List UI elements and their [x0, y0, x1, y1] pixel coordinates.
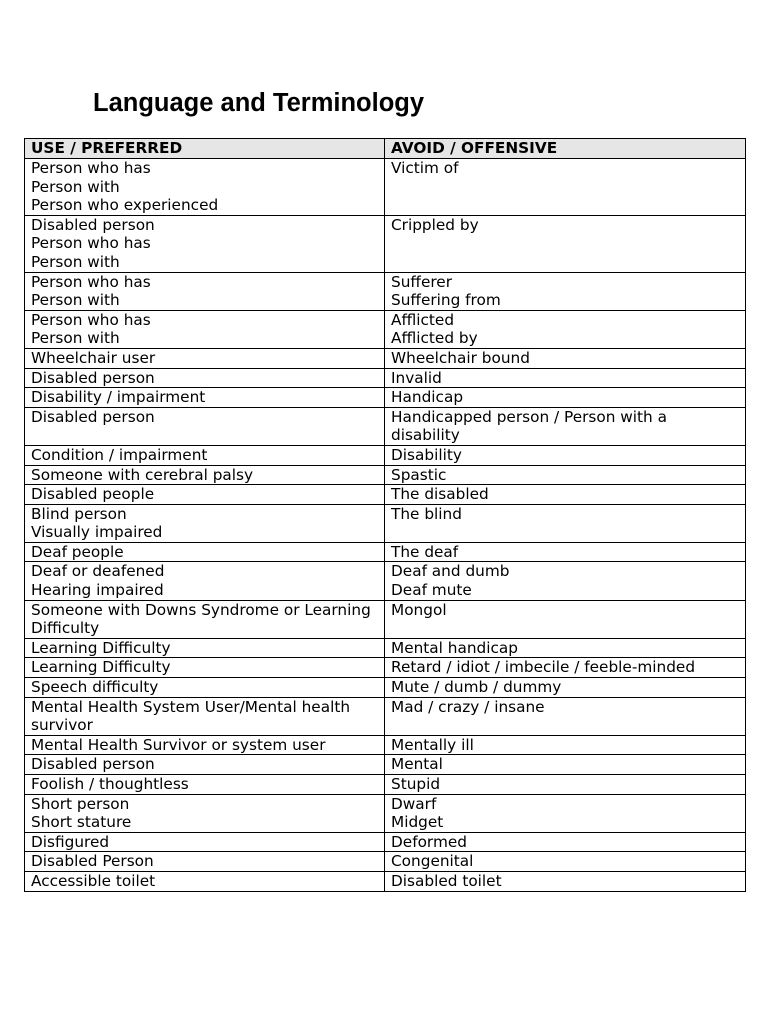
preferred-term: Accessible toilet	[31, 871, 156, 890]
table-row	[25, 542, 746, 562]
table-row	[25, 852, 746, 872]
offensive-term: Victim of	[391, 159, 459, 177]
table-row	[25, 794, 746, 832]
table-row	[25, 871, 746, 891]
preferred-term-cell	[25, 485, 385, 505]
offensive-term: Deaf mute	[391, 581, 472, 600]
table-row	[25, 832, 746, 852]
preferred-term-cell	[25, 638, 385, 658]
offensive-term-cell	[385, 215, 746, 272]
preferred-term: Disabled person	[31, 755, 155, 774]
offensive-term: The deaf	[391, 542, 459, 561]
preferred-term: Blind person	[31, 504, 127, 523]
offensive-term: Afflicted by	[391, 329, 478, 348]
table-row	[25, 348, 746, 368]
preferred-term: Person with	[31, 252, 120, 271]
table-row	[25, 638, 746, 658]
offensive-term-cell	[385, 465, 746, 485]
header-avoid-offensive: AVOID / OFFENSIVE	[385, 139, 746, 159]
offensive-term: Deaf and dumb	[391, 562, 510, 581]
offensive-term-cell	[385, 407, 746, 445]
preferred-term: Disabled Person	[31, 852, 154, 871]
preferred-term-cell	[25, 735, 385, 755]
offensive-term-cell	[385, 755, 746, 775]
preferred-term: Person who has	[31, 272, 151, 291]
terminology-table	[24, 138, 746, 892]
preferred-term-cell	[25, 562, 385, 600]
preferred-term: Person with	[31, 177, 120, 196]
preferred-term: Person who has	[31, 234, 151, 253]
table-row	[25, 562, 746, 600]
preferred-term-cell	[25, 159, 385, 216]
offensive-term-cell	[385, 348, 746, 368]
preferred-term-cell	[25, 272, 385, 310]
offensive-term-cell	[385, 504, 746, 542]
offensive-term-cell	[385, 368, 746, 388]
preferred-term: Deaf people	[31, 542, 124, 561]
preferred-term: Disabled person	[31, 368, 155, 387]
page-title: Language and Terminology	[93, 89, 425, 117]
offensive-term: Mental	[391, 755, 443, 774]
preferred-term-cell	[25, 445, 385, 465]
offensive-term: Disability	[391, 445, 462, 464]
table-row	[25, 755, 746, 775]
offensive-term-cell	[385, 485, 746, 505]
preferred-term: Disfigured	[31, 832, 110, 851]
offensive-term: Mute / dumb / dummy	[391, 678, 562, 697]
table-row	[25, 735, 746, 755]
offensive-term: Sufferer	[391, 272, 453, 291]
offensive-term-cell	[385, 638, 746, 658]
offensive-term: Midget	[391, 813, 444, 832]
table-header	[25, 139, 746, 159]
offensive-term: Dwarf	[391, 794, 437, 813]
preferred-term-cell	[25, 504, 385, 542]
table-row	[25, 215, 746, 272]
preferred-term: Person with	[31, 329, 120, 348]
table-row	[25, 388, 746, 408]
table-row	[25, 485, 746, 505]
preferred-term: Mental Health Survivor or system user	[31, 735, 326, 754]
table-row	[25, 368, 746, 388]
table-body	[25, 159, 746, 892]
offensive-term-cell	[385, 600, 746, 638]
preferred-term-cell	[25, 368, 385, 388]
offensive-term-cell	[385, 678, 746, 698]
preferred-term: Person with	[31, 291, 120, 310]
offensive-term-cell	[385, 775, 746, 795]
preferred-term-cell	[25, 407, 385, 445]
offensive-term: Handicapped person / Person with a disability	[391, 407, 667, 445]
offensive-term-cell	[385, 272, 746, 310]
offensive-term-cell	[385, 159, 746, 216]
offensive-term-cell	[385, 445, 746, 465]
preferred-term-cell	[25, 697, 385, 735]
preferred-term-cell	[25, 678, 385, 698]
preferred-term: Foolish / thoughtless	[31, 775, 189, 793]
preferred-term: Person who experienced	[31, 196, 219, 215]
offensive-term: Stupid	[391, 775, 441, 793]
preferred-term-cell	[25, 215, 385, 272]
offensive-term: The blind	[391, 504, 462, 523]
offensive-term: Congenital	[391, 852, 474, 871]
table-row	[25, 600, 746, 638]
preferred-term-cell	[25, 794, 385, 832]
preferred-term: Person who has	[31, 159, 151, 177]
table-row	[25, 697, 746, 735]
preferred-term: Short stature	[31, 813, 132, 832]
preferred-term-cell	[25, 600, 385, 638]
table-row	[25, 445, 746, 465]
table-row	[25, 504, 746, 542]
preferred-term: Disabled person	[31, 215, 155, 234]
preferred-term-cell	[25, 465, 385, 485]
offensive-term: Mongol	[391, 600, 447, 619]
offensive-term-cell	[385, 794, 746, 832]
table-row	[25, 310, 746, 348]
preferred-term-cell	[25, 658, 385, 678]
offensive-term-cell	[385, 852, 746, 872]
offensive-term-cell	[385, 658, 746, 678]
preferred-term-cell	[25, 388, 385, 408]
offensive-term-cell	[385, 562, 746, 600]
offensive-term-cell	[385, 832, 746, 852]
offensive-term-cell	[385, 871, 746, 891]
preferred-term: Hearing impaired	[31, 581, 164, 600]
offensive-term: Handicap	[391, 388, 464, 407]
table-row	[25, 465, 746, 485]
preferred-term: Someone with Downs Syndrome or Learning Difficulty	[31, 600, 371, 638]
preferred-term: Short person	[31, 794, 130, 813]
header-use-preferred: USE / PREFERRED	[25, 139, 385, 159]
preferred-term: Disabled person	[31, 407, 155, 426]
preferred-term: Visually impaired	[31, 523, 163, 542]
preferred-term: Wheelchair user	[31, 348, 156, 367]
offensive-term: Afflicted	[391, 310, 455, 329]
table-row	[25, 678, 746, 698]
preferred-term-cell	[25, 871, 385, 891]
offensive-term: Mad / crazy / insane	[391, 697, 545, 716]
preferred-term-cell	[25, 755, 385, 775]
preferred-term: Disabled people	[31, 485, 155, 504]
preferred-term-cell	[25, 775, 385, 795]
preferred-term-cell	[25, 832, 385, 852]
table-row	[25, 407, 746, 445]
offensive-term: Deformed	[391, 832, 467, 851]
offensive-term: Disabled toilet	[391, 871, 502, 890]
offensive-term-cell	[385, 542, 746, 562]
offensive-term: Invalid	[391, 368, 442, 387]
offensive-term-cell	[385, 735, 746, 755]
preferred-term-cell	[25, 542, 385, 562]
offensive-term: The disabled	[391, 485, 489, 504]
table-row	[25, 775, 746, 795]
offensive-term: Mental handicap	[391, 638, 519, 657]
offensive-term: Wheelchair bound	[391, 348, 530, 367]
preferred-term: Condition / impairment	[31, 445, 208, 464]
table-row	[25, 159, 746, 216]
preferred-term: Disability / impairment	[31, 388, 206, 407]
preferred-term: Mental Health System User/Mental health survivor	[31, 697, 351, 735]
offensive-term-cell	[385, 310, 746, 348]
preferred-term-cell	[25, 348, 385, 368]
preferred-term: Learning Difficulty	[31, 658, 171, 677]
offensive-term: Spastic	[391, 465, 447, 484]
offensive-term-cell	[385, 388, 746, 408]
preferred-term-cell	[25, 852, 385, 872]
offensive-term: Retard / idiot / imbecile / feeble-minded	[391, 658, 696, 677]
preferred-term: Deaf or deafened	[31, 562, 165, 581]
offensive-term: Mentally ill	[391, 735, 474, 754]
offensive-term: Suffering from	[391, 291, 501, 310]
preferred-term: Someone with cerebral palsy	[31, 465, 254, 484]
preferred-term: Speech difficulty	[31, 678, 159, 697]
header-row	[25, 139, 746, 159]
preferred-term: Learning Difficulty	[31, 638, 171, 657]
offensive-term: Crippled by	[391, 215, 479, 234]
table-row	[25, 272, 746, 310]
offensive-term-cell	[385, 697, 746, 735]
preferred-term: Person who has	[31, 310, 151, 329]
preferred-term-cell	[25, 310, 385, 348]
table-row	[25, 658, 746, 678]
